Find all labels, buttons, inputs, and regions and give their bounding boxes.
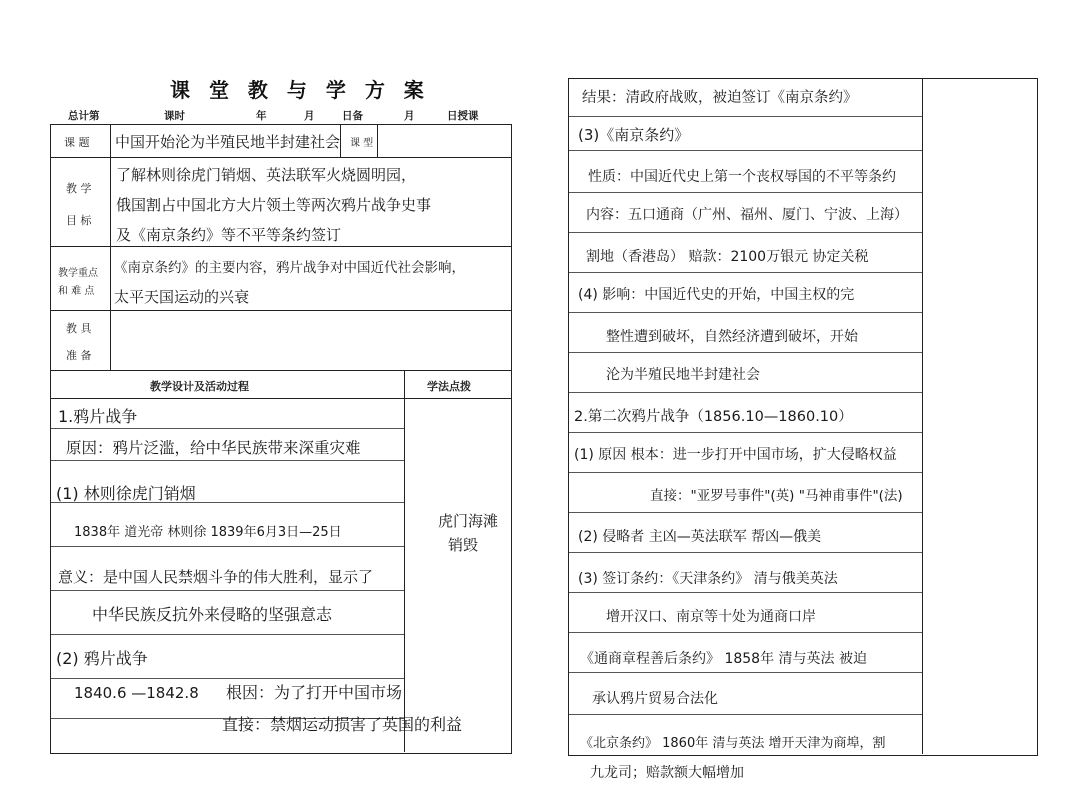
page-title: 课 堂 教 与 学 方 案	[170, 78, 430, 102]
side-note-2: 销毁	[448, 536, 479, 554]
meta-lesson: 课时	[164, 110, 185, 122]
process-line-7: (2) 鸦片战争	[56, 649, 148, 668]
process-line-6: 中华民族反抗外来侵略的坚强意志	[92, 605, 333, 624]
goal-line-1: 了解林则徐虎门销烟、英法联军火烧圆明园，	[116, 166, 417, 184]
process-line-9: 根因：为了打开中国市场	[226, 683, 403, 702]
process-line-2: 原因：鸦片泛滥，给中华民族带来深重灾难	[66, 439, 361, 457]
meta-teach-day: 日授课	[447, 110, 479, 122]
method-header: 学法点拨	[427, 380, 471, 393]
note-line-6: (4) 影响：中国近代史的开始，中国主权的完	[578, 287, 855, 303]
note-line-3: 性质：中国近代史上第一个丧权辱国的不平等条约	[588, 169, 896, 185]
meta-total: 总计第	[68, 110, 100, 122]
process-line-10: 直接：禁烟运动损害了英国的利益	[222, 715, 463, 734]
note-line-2: (3)《南京条约》	[578, 126, 690, 144]
note-line-7: 整性遭到破坏，自然经济遭到破坏，开始	[606, 329, 858, 345]
note-line-17: 《北京条约》 1860年 清与英法 增开天津为商埠，割	[580, 736, 886, 751]
note-line-4: 内容：五口通商（广州、福州、厦门、宁波、上海）	[586, 207, 908, 223]
note-line-12: (2) 侵略者 主凶—英法联军 帮凶—俄美	[578, 529, 822, 545]
meta-month-2: 月	[404, 110, 415, 122]
process-line-3: (1) 林则徐虎门销烟	[56, 484, 196, 503]
note-line-10: (1) 原因 根本：进一步打开中国市场，扩大侵略权益	[574, 447, 897, 463]
meta-prep-day: 日备	[342, 110, 363, 122]
key-label-1: 教学重点	[58, 268, 98, 279]
tool-label-1: 教 具	[66, 322, 92, 335]
process-line-8: 1840.6 —1842.8	[74, 684, 199, 702]
topic-label: 课 题	[64, 136, 90, 149]
key-line-1: 《南京条约》的主要内容，鸦片战争对中国近代社会影响，	[114, 260, 465, 276]
key-label-2: 和 难 点	[58, 286, 95, 297]
note-line-15: 《通商章程善后条约》 1858年 清与英法 被迫	[580, 651, 867, 667]
design-header: 教学设计及活动过程	[150, 380, 249, 393]
goal-line-3: 及《南京条约》等不平等条约签订	[116, 226, 342, 244]
process-line-5: 意义：是中国人民禁烟斗争的伟大胜利，显示了	[58, 568, 374, 586]
goal-label-1: 教 学	[66, 182, 92, 195]
type-label: 课 型	[350, 138, 374, 149]
note-line-8: 沦为半殖民地半封建社会	[606, 367, 760, 383]
key-line-2: 太平天国运动的兴衰	[114, 288, 250, 306]
meta-year: 年	[256, 110, 267, 122]
note-line-11: 直接："亚罗号事件"(英) "马神甫事件"(法)	[650, 488, 903, 504]
note-line-13: (3) 签订条约：《天津条约》 清与俄美英法	[578, 571, 838, 587]
topic-text: 中国开始沦为半殖民地半封建社会	[115, 133, 341, 151]
note-line-18: 九龙司；赔款额大幅增加	[590, 765, 744, 781]
side-note-1: 虎门海滩	[438, 512, 499, 530]
meta-month: 月	[304, 110, 315, 122]
goal-label-2: 目 标	[66, 214, 92, 227]
process-line-1: 1.鸦片战争	[58, 407, 138, 426]
tool-label-2: 准 备	[66, 349, 92, 362]
note-line-14: 增开汉口、南京等十处为通商口岸	[606, 609, 816, 625]
note-line-9: 2.第二次鸦片战争（1856.10—1860.10）	[574, 409, 853, 425]
note-line-5: 割地（香港岛） 赔款：2100万银元 协定关税	[586, 249, 869, 265]
goal-line-2: 俄国割占中国北方大片领土等两次鸦片战争史事	[116, 196, 432, 214]
note-line-16: 承认鸦片贸易合法化	[592, 691, 718, 707]
note-line-1: 结果：清政府战败，被迫签订《南京条约》	[582, 90, 858, 106]
process-line-4: 1838年 道光帝 林则徐 1839年6月3日—25日	[74, 525, 342, 540]
